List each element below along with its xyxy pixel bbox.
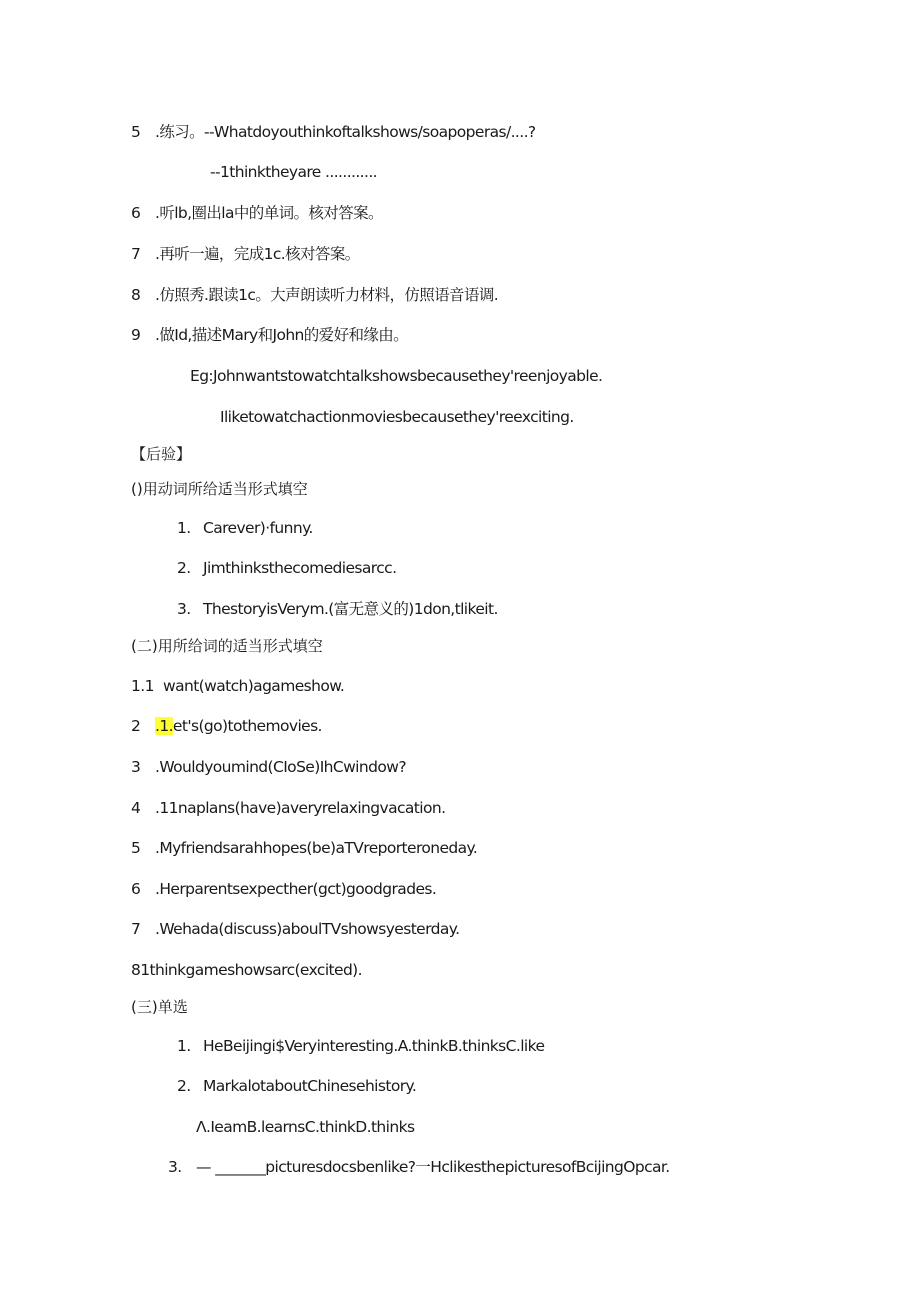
example-sentence-1 bbox=[190, 366, 602, 386]
item-text: .11naplans(have)averyrelaxingvacation. bbox=[155, 799, 446, 817]
practice-line-5-answer bbox=[210, 162, 377, 182]
line-text: .仿照秀.跟读1c。大声朗读听力材料，仿照语音语调. bbox=[155, 286, 499, 304]
line-text: --1thinktheyare ............ bbox=[210, 163, 377, 181]
item-text: ThestoryisVerym.(富无意义的)1don,tlikeit. bbox=[203, 600, 498, 618]
part2-item-5 bbox=[131, 838, 477, 858]
practice-line-8 bbox=[131, 285, 498, 305]
item-number: 3. bbox=[177, 600, 191, 618]
line-number: 9 bbox=[131, 326, 141, 344]
line-text: .做Id,描述Mary和John的爱好和缘由。 bbox=[155, 326, 409, 344]
part2-item-4 bbox=[131, 798, 445, 818]
item-number: 4 bbox=[131, 799, 141, 817]
item-number: 1.1 bbox=[131, 677, 154, 695]
part3-item-1 bbox=[177, 1036, 544, 1056]
line-number: 8 bbox=[131, 286, 141, 304]
item-number: 1. bbox=[177, 1037, 191, 1055]
part3-title: (三)单选 bbox=[131, 998, 188, 1016]
item-number: 2 bbox=[131, 717, 141, 735]
part3-item-2-options bbox=[196, 1117, 414, 1137]
item-text: .Wehada(discuss)aboulTVshowsyesterday. bbox=[155, 920, 460, 938]
item-text: .Myfriendsarahhopes(be)aTVreporteroneday. bbox=[155, 839, 478, 857]
item-text: HeBeijingi$Veryinteresting.A.thinkB.thinksC.like bbox=[203, 1037, 545, 1055]
item-text: want(watch)agameshow. bbox=[163, 677, 345, 695]
part3-item-2 bbox=[177, 1076, 416, 1096]
item-number: 1. bbox=[177, 519, 191, 537]
item-number: 7 bbox=[131, 920, 141, 938]
item-text: MarkalotaboutChinesehistory. bbox=[203, 1077, 417, 1095]
item-text: .Wouldyoumind(CIoSe)IhCwindow? bbox=[155, 758, 406, 776]
line-number: 5 bbox=[131, 123, 141, 141]
line-text: Eg:Johnwantstowatchtalkshowsbecausethey'reenjoyable. bbox=[190, 367, 603, 385]
item-text: .Herparentsexpecther(gct)goodgrades. bbox=[155, 880, 437, 898]
part2-item-6 bbox=[131, 879, 436, 899]
line-number: 6 bbox=[131, 204, 141, 222]
item-number: 2. bbox=[177, 559, 191, 577]
line-text: .再听一遍，完成1c.核对答案。 bbox=[155, 245, 360, 263]
part3-item-3 bbox=[168, 1157, 670, 1177]
part2-item-7 bbox=[131, 919, 459, 939]
item-text: Λ.IeamB.learnsC.thinkD.thinks bbox=[196, 1118, 415, 1136]
part2-item-3 bbox=[131, 757, 406, 777]
item-text: Jimthinksthecomediesarcc. bbox=[203, 559, 397, 577]
part2-item-8 bbox=[131, 960, 362, 980]
part1-item-1 bbox=[177, 518, 313, 538]
line-text: Iliketowatchactionmoviesbecausethey'reexciting. bbox=[220, 408, 574, 426]
line-text: .听lb,圈出la中的单词。核对答案。 bbox=[155, 204, 383, 222]
part1-item-3 bbox=[177, 599, 498, 619]
line-number: 7 bbox=[131, 245, 141, 263]
practice-line-5 bbox=[131, 122, 536, 142]
line-text: .练习。--Whatdoyouthinkoftalkshows/soapoperas/....? bbox=[155, 123, 536, 141]
item-text: 81thinkgameshowsarc(excited). bbox=[131, 961, 362, 979]
item-text: — _______picturesdocsbenlike?一HclikesthepicturesofBcijingOpcar. bbox=[196, 1158, 670, 1176]
highlighted-text: .1. bbox=[155, 717, 173, 735]
item-text: Carever)·funny. bbox=[203, 519, 313, 537]
item-number: 6 bbox=[131, 880, 141, 898]
item-number: 5 bbox=[131, 839, 141, 857]
part2-item-2 bbox=[131, 716, 322, 736]
item-number: 3. bbox=[168, 1158, 182, 1176]
part1-title: ()用动词所给适当形式填空 bbox=[131, 480, 308, 498]
item-text: et's(go)tothemovies. bbox=[172, 717, 322, 735]
part2-title: (二)用所给词的适当形式填空 bbox=[131, 637, 323, 655]
item-number: 2. bbox=[177, 1077, 191, 1095]
practice-line-7 bbox=[131, 244, 360, 264]
after-test-heading: 【后验】 bbox=[131, 445, 192, 463]
part1-item-2 bbox=[177, 558, 396, 578]
part2-item-1 bbox=[131, 676, 344, 696]
practice-line-9 bbox=[131, 325, 408, 345]
practice-line-6 bbox=[131, 203, 383, 223]
item-number: 3 bbox=[131, 758, 141, 776]
example-sentence-2 bbox=[220, 407, 574, 427]
